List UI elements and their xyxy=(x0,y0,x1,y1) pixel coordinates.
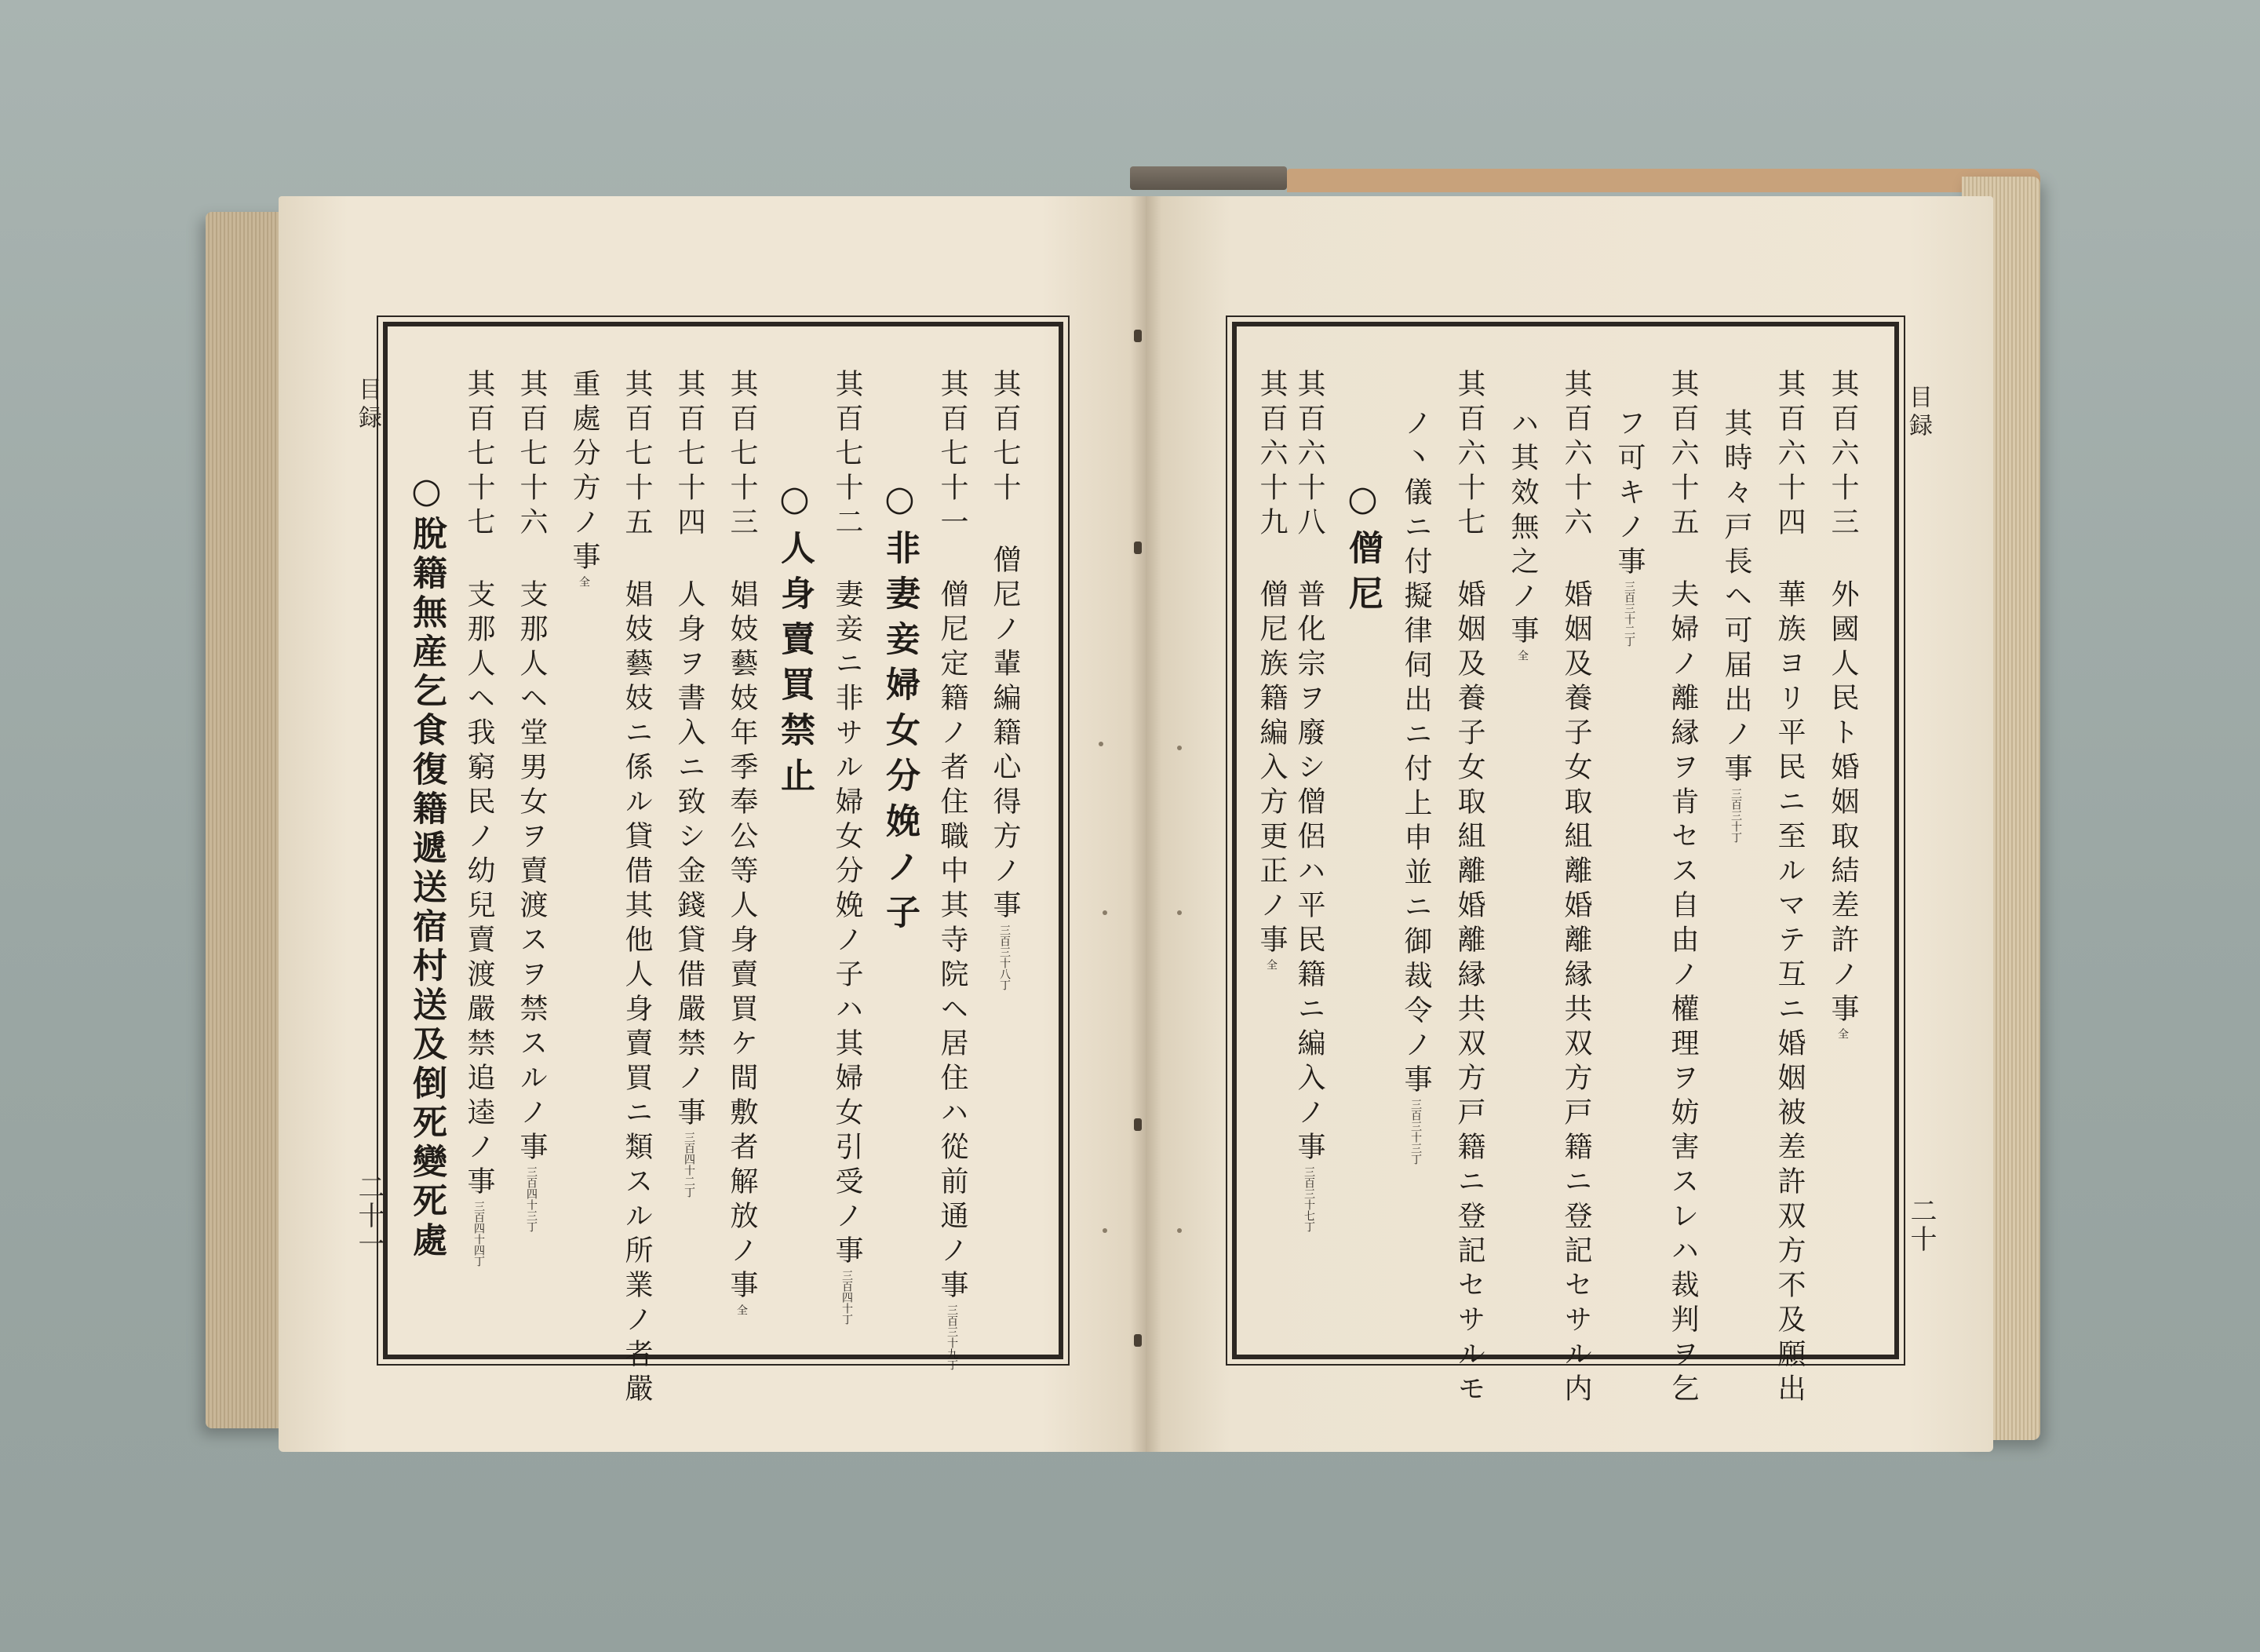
section-heading: ○僧尼 xyxy=(1343,479,1383,621)
binding-hole xyxy=(1103,910,1107,915)
binding-stitch xyxy=(1134,542,1142,554)
book-cover-edge xyxy=(1287,169,2040,192)
book-headband xyxy=(1130,166,1287,190)
toc-entry: 其百六十四華族ヨリ平民ニ至ルマテ互ニ婚姻被差許双方不及願出 xyxy=(1773,369,1806,1408)
left-running-head: 目録 xyxy=(354,377,381,433)
toc-entry: 其百七十六支那人ヘ堂男女ヲ賣渡スヲ禁スルノ事三百四十三丁 xyxy=(516,369,548,1232)
binding-stitch xyxy=(1134,1334,1142,1347)
toc-entry: 其百七十四人身ヲ書入ニ致シ金錢貸借嚴禁ノ事三百四十二丁 xyxy=(673,369,705,1198)
toc-entry: 其百七十二妻妾ニ非サル婦女分娩ノ子ハ其婦女引受ノ事三百四十丁 xyxy=(831,369,863,1325)
toc-entry: 其百七十三娼妓藝妓年季奉公等人身賣買ケ間敷者解放ノ事全 xyxy=(726,369,758,1315)
toc-entry: 其百六十九僧尼族籍編入方更正ノ事全 xyxy=(1256,369,1288,970)
left-folio: 二十一 xyxy=(353,1173,385,1258)
toc-entry-continuation: 重處分方ノ事全 xyxy=(568,369,600,587)
section-heading: ○人身賣買禁止 xyxy=(775,479,815,803)
toc-entry: 其百七十僧尼ノ輩編籍心得方ノ事三百三十八丁 xyxy=(989,369,1021,990)
right-folio: 二十 xyxy=(1905,1197,1937,1253)
binding-hole xyxy=(1177,746,1182,750)
section-heading: ○脫籍無産乞食復籍遞送宿村送及倒死變死處 xyxy=(406,471,447,1261)
toc-entry: 其百七十五娼妓藝妓ニ係ル貸借其他人身賣買ニ類スル所業ノ者嚴 xyxy=(621,369,653,1408)
toc-entry: 其百六十五夫婦ノ離縁ヲ肯セス自由ノ權理ヲ妨害スレハ裁判ヲ乞 xyxy=(1667,369,1699,1408)
gutter xyxy=(1130,196,1161,1452)
toc-entry: 其百六十七婚姻及養子女取組離婚離縁共双方戸籍ニ登記セサルモ xyxy=(1453,369,1485,1408)
binding-stitch xyxy=(1134,1118,1142,1131)
binding-hole xyxy=(1177,1228,1182,1233)
toc-entry-continuation: 其時々戸長ヘ可届出ノ事三百三十丁 xyxy=(1720,408,1752,843)
right-running-head: 目録 xyxy=(1905,385,1932,441)
binding-hole xyxy=(1177,910,1182,915)
binding-hole xyxy=(1099,742,1103,746)
toc-entry: 其百六十六婚姻及養子女取組離婚離縁共双方戸籍ニ登記セサル内 xyxy=(1560,369,1592,1408)
toc-entry: 其百六十八普化宗ヲ廢シ僧侶ハ平民籍ニ編入ノ事三百三十七丁 xyxy=(1293,369,1325,1232)
toc-entry: 其百七十一僧尼定籍ノ者住職中其寺院ヘ居住ハ從前通ノ事三百三十九丁 xyxy=(936,369,968,1370)
toc-entry: 其百七十七支那人ヘ我窮民ノ幼兒賣渡嚴禁追逵ノ事三百四十四丁 xyxy=(463,369,495,1267)
toc-entry-continuation: ノ丶儀ニ付擬律伺出ニ付上申並ニ御裁令ノ事三百三十三丁 xyxy=(1400,408,1432,1165)
toc-entry: 其百六十三外國人民ト婚姻取結差許ノ事全 xyxy=(1827,369,1859,1039)
binding-stitch xyxy=(1134,330,1142,342)
binding-hole xyxy=(1103,1228,1107,1233)
section-heading: ○非妻妾婦女分娩ノ子 xyxy=(880,479,920,939)
toc-entry-continuation: ハ其效無之ノ事全 xyxy=(1507,408,1539,661)
toc-entry-continuation: フ可キノ事三百三十二丁 xyxy=(1613,408,1646,647)
